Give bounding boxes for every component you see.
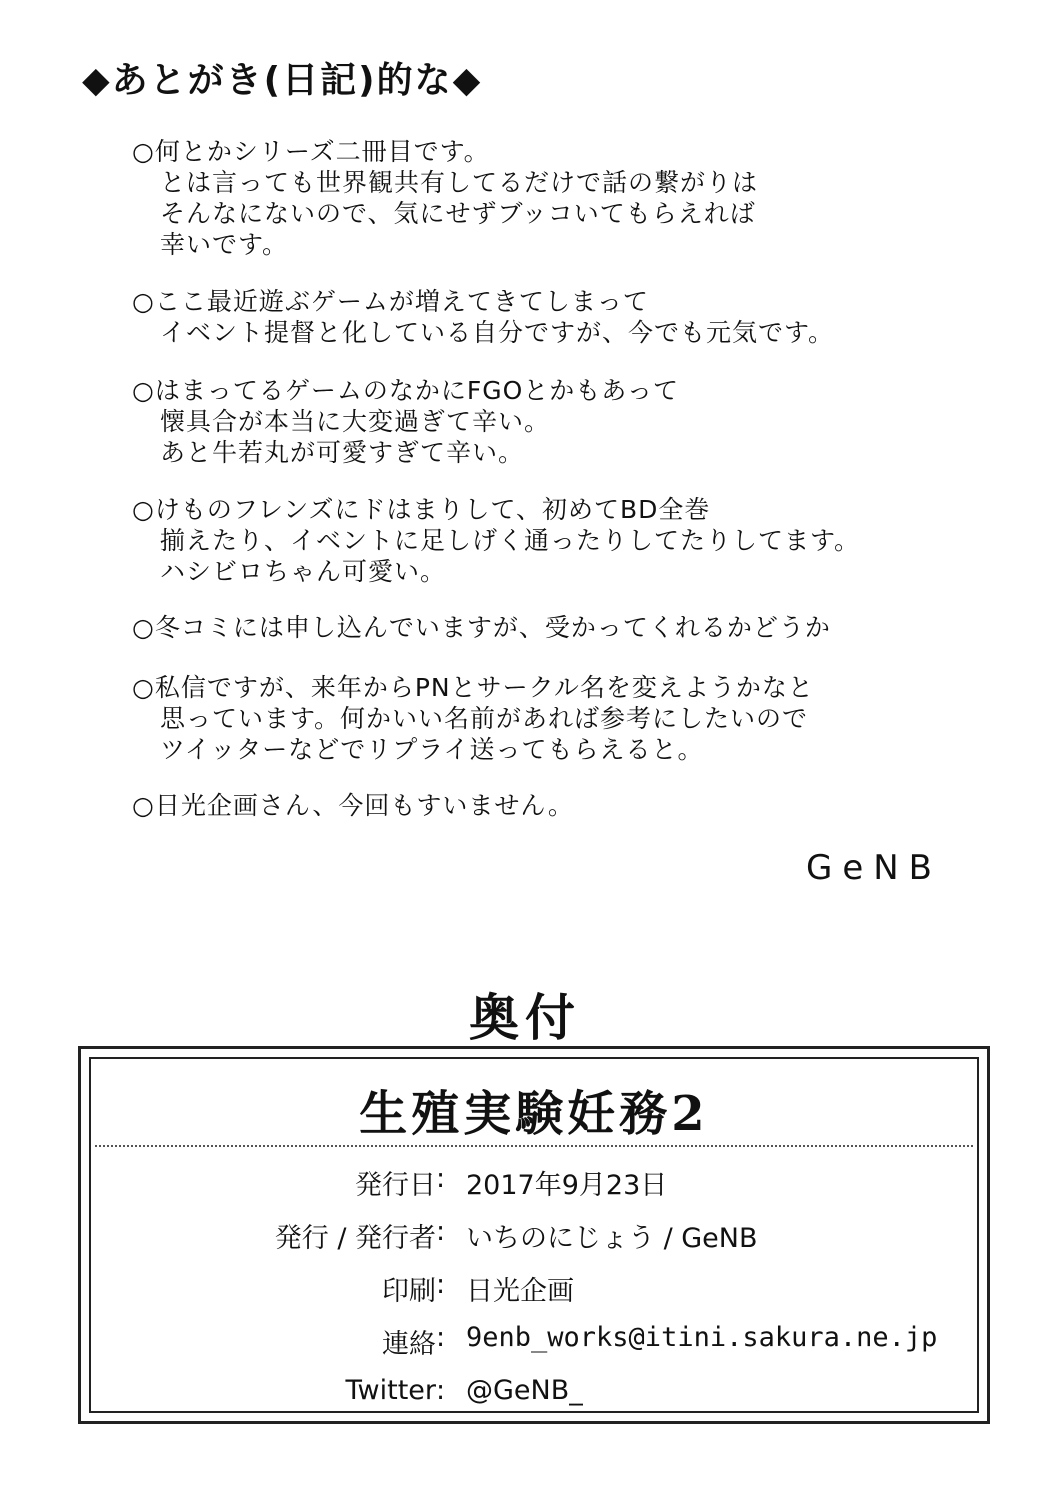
note-line: ○けものフレンズにドはまりして、初めてBD全巻 <box>132 495 711 524</box>
row-label: Twitter <box>345 1375 436 1406</box>
row-separator: : <box>436 1375 446 1406</box>
afterword-note <box>132 286 834 348</box>
note-line: ツイッターなどでリプライ送ってもらえると。 <box>160 735 704 764</box>
colophon-heading: 奥付 <box>469 989 581 1047</box>
contact-email[interactable]: 9enb_works@itini.sakura.ne.jp <box>466 1322 938 1353</box>
author-signature: GeNB <box>805 848 942 888</box>
afterword-note <box>132 375 679 468</box>
row-label: 発行 / 発行者 <box>274 1223 436 1254</box>
dotted-divider <box>95 1145 973 1147</box>
row-value: 2017年9月23日 <box>466 1170 668 1201</box>
colophon-row-publisher <box>91 1216 971 1256</box>
note-line: あと牛若丸が可愛すぎて辛い。 <box>160 438 525 467</box>
colophon-row-contact <box>91 1322 971 1362</box>
row-separator: : <box>436 1163 446 1194</box>
colophon-inner-frame <box>89 1057 979 1413</box>
afterword-title: ◆あとがき(日記)的な◆ <box>82 60 483 101</box>
note-line: ○私信ですが、来年からPNとサークル名を変えようかなと <box>132 673 814 702</box>
note-line: そんなにないので、気にせずブッコいてもらえれば <box>160 199 756 228</box>
note-line: ○ここ最近遊ぶゲームが増えてきてしまって <box>132 287 649 316</box>
row-separator: : <box>436 1216 446 1247</box>
row-value: いちのにじょう / GeNB <box>466 1223 758 1254</box>
note-line: 懐具合が本当に大変過ぎて辛い。 <box>160 407 551 436</box>
note-line: 揃えたり、イベントに足しげく通ったりしてたりしてます。 <box>160 526 861 555</box>
note-line: ○何とかシリーズ二冊目です。 <box>132 137 490 166</box>
note-line: 幸いです。 <box>160 230 289 259</box>
afterword-note <box>132 790 574 821</box>
note-line: ○冬コミには申し込んでいますが、受かってくれるかどうか <box>132 613 831 642</box>
note-line: ○はまってるゲームのなかにFGOとかもあって <box>132 376 679 405</box>
row-separator: : <box>436 1269 446 1300</box>
afterword-note <box>132 612 831 643</box>
colophon-row-publish-date <box>91 1163 971 1203</box>
note-line: ○日光企画さん、今回もすいません。 <box>132 791 574 820</box>
row-label: 連絡 <box>382 1329 436 1360</box>
row-separator: : <box>436 1322 446 1353</box>
note-line: とは言っても世界観共有してるだけで話の繋がりは <box>160 168 759 197</box>
row-value: 日光企画 <box>466 1276 574 1307</box>
row-label: 発行日 <box>355 1170 436 1201</box>
colophon-row-twitter <box>91 1375 971 1415</box>
note-line: ハシビロちゃん可愛い。 <box>160 557 447 586</box>
note-line: 思っています。何かいい名前があれば参考にしたいので <box>160 704 809 733</box>
colophon-box <box>78 1046 990 1424</box>
twitter-handle[interactable]: @GeNB_ <box>466 1375 583 1406</box>
afterword-note <box>132 672 814 765</box>
colophon-row-printer <box>91 1269 971 1309</box>
note-line: イベント提督と化している自分ですが、今でも元気です。 <box>160 318 835 347</box>
row-label: 印刷 <box>382 1276 436 1307</box>
afterword-note <box>132 494 860 587</box>
book-title: 生殖実験妊務2 <box>359 1086 709 1142</box>
afterword-note <box>132 136 758 260</box>
